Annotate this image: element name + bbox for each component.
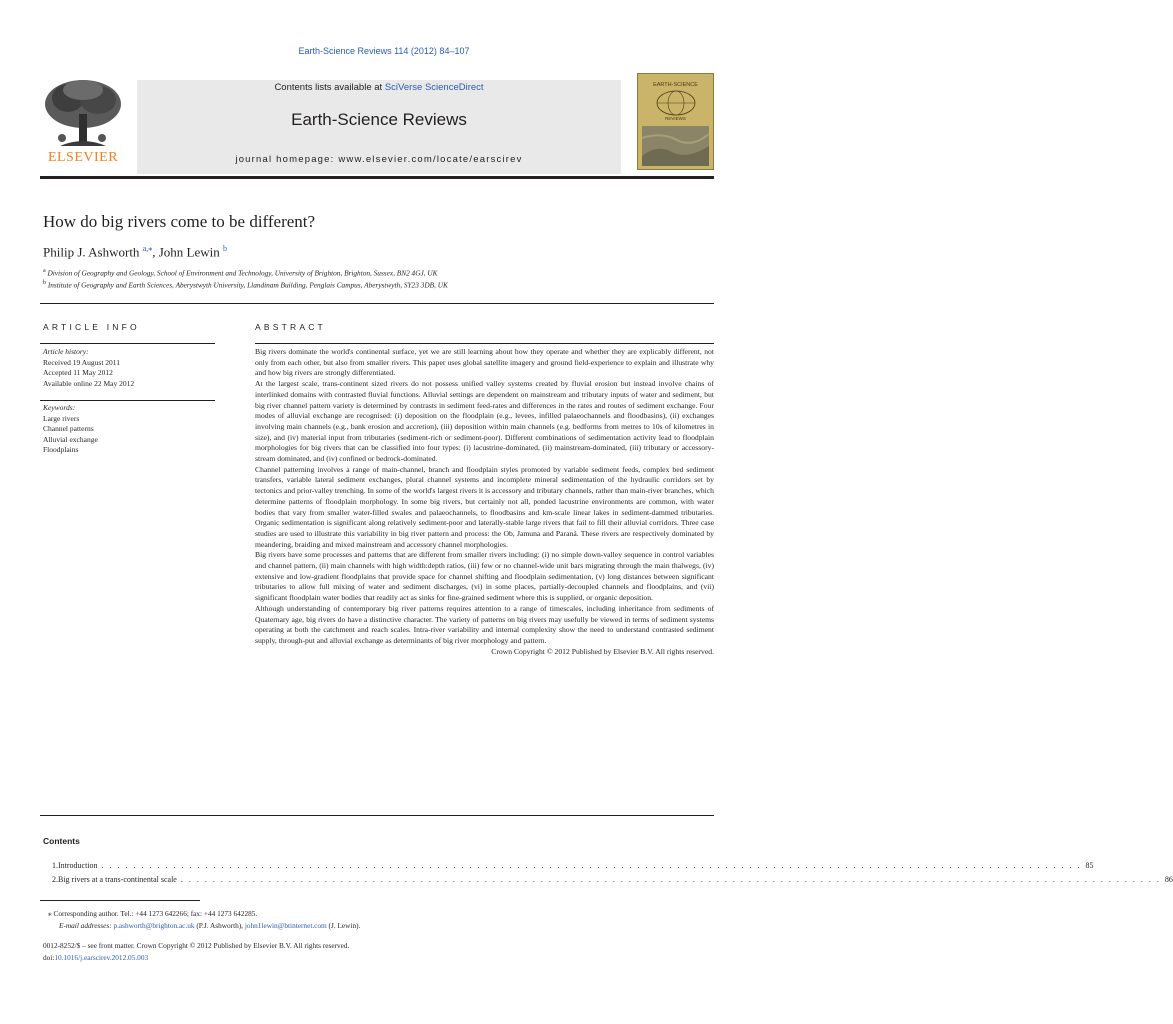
- cover-subtitle: REVIEWS: [665, 116, 686, 121]
- abstract-heading: ABSTRACT: [255, 322, 326, 332]
- contents-rule: [40, 815, 714, 816]
- toc-number: 2.: [52, 875, 58, 884]
- toc-leader-dots: . . . . . . . . . . . . . . . . . . . . . . . . . . . . . . . . . . . . . . . . . . . . . . . . . . . . . . . . . . . . . . . . . . . . . . . . . . . . . . . . . . . . . . . . . . . . . . . . . . . . . . . . . . . . . . . . . . . . . . . . . . .: [180, 875, 1161, 884]
- keyword: Floodplains: [43, 445, 79, 454]
- doi-line: [43, 952, 349, 964]
- article-info-rule: [40, 343, 215, 344]
- article-title: How do big rivers come to be different?: [43, 212, 316, 231]
- journal-reference[interactable]: Earth-Science Reviews 114 (2012) 84–107: [298, 46, 470, 56]
- contents-title: Contents: [43, 836, 80, 846]
- article-history: [43, 347, 134, 389]
- received-date: Received 19 August 2011: [43, 357, 121, 367]
- cover-photo: [642, 126, 709, 166]
- toc-page: 86: [1164, 875, 1173, 884]
- affiliation-a-text: Division of Geography and Geology, School of Environment and Technology, University of Brighton, Brighton, Sussex, BN2 4GJ, UK: [45, 268, 438, 278]
- toc-leader-dots: . . . . . . . . . . . . . . . . . . . . . . . . . . . . . . . . . . . . . . . . . . . . . . . . . . . . . . . . . . . . . . . . . . . . . . . . . . . . . . . . . . . . . . . . . . . . . . . . . . . . . . . . . . . . . . . . . . . . . . . . . . .: [101, 861, 1082, 870]
- email-lewin-link[interactable]: john1lewin@btinternet.com: [244, 920, 327, 930]
- footnote: [48, 908, 360, 931]
- issn-block: [43, 940, 349, 963]
- affiliation-b-marker: b: [43, 280, 46, 286]
- online-date: Available online 22 May 2012: [43, 378, 135, 388]
- journal-name: Earth-Science Reviews: [291, 110, 467, 129]
- toc-entry[interactable]: [52, 875, 1173, 884]
- affiliation-b-text: Institute of Geography and Earth Sciences, Aberystwyth University, Llandinam Building, Penglais Campus, Aberystwyth, SY23 3DB, UK: [46, 280, 448, 290]
- contents-prefix: Contents lists available at: [274, 82, 385, 93]
- keyword: Large rivers: [43, 413, 80, 423]
- history-label: Article history:: [43, 347, 89, 356]
- title-rule: [40, 303, 714, 304]
- abstract-paragraph: Big rivers have some processes and patterns that are different from smaller rivers including: (i) no simple down-valley sequence in control variables and channel pattern, (ii) main channels with high width:depth ratios, (iii) few or no channel-wide unit bars migrating through the main thalwegs, (iv) extensive and low-gradient floodplains that provide space for channel shifting and floodplain sedimentation, (v) long distances between significant tributaries to allow full mixing of water and sediment discharges, (vi) in some places, partially-decoupled channels and floodplains, and (vii) significant floodplain water bodies that readily act as sinks for fine-grained sediment where this is supplied, or organic deposition.: [255, 550, 714, 603]
- abstract-body: [255, 347, 714, 657]
- elsevier-wordmark: ELSEVIER: [47, 150, 119, 165]
- keyword: Channel patterns: [43, 424, 94, 433]
- keywords-block: [43, 403, 98, 456]
- journal-homepage[interactable]: journal homepage: www.elsevier.com/locate/earscirev: [235, 154, 523, 165]
- toc-page: 85: [1085, 861, 1094, 870]
- email-line: [48, 920, 360, 932]
- toc-entry[interactable]: [52, 861, 1094, 870]
- corresponding-author-note: ⁎ Corresponding author. Tel.: +44 1273 642266; fax: +44 1273 642285.: [48, 909, 258, 918]
- contents-available-line: [137, 82, 621, 93]
- abstract-paragraph: At the largest scale, trans-continent sized rivers do not possess unified valley systems created by fluvial erosion but instead involve chains of interlinked domains with contrasted fluvial functions. Alluvial settings are dependent on mainstream and tributary inputs of water and sediment, but big river channel pattern variety is determined by contrasts in sediment feed-rates and differences in the rates and routes of sediment exchange. Four modes of alluvial exchange are recognised: (i) deposition on the floodplain (e.g., levees, infilled palaeochannels and floodbasins), (ii) exchanges involving main channels (e.g., bank erosion and accretion), (iii) deposition within main channels (e.g. bedforms from metres to 10s of kilometres in size), and (iv) material input from tributaries (sediment-rich or sediment-poor). Different combinations of sedimentation activity lead to floodplain morphologies for big rivers that can be classified into four types: (i) lacustrine-dominated, (ii) mainstream-dominated, (iii) tributary or accessory-stream dominated, and (iv) confined or bedrock-dominated.: [255, 379, 714, 464]
- author-separator[interactable]: , John Lewin: [152, 244, 224, 260]
- email-ashworth-link[interactable]: p.ashworth@brighton.ac.uk: [113, 920, 195, 930]
- toc-label[interactable]: Big rivers at a trans-continental scale: [58, 875, 177, 884]
- keywords-label: Keywords:: [43, 403, 76, 412]
- email-lewin-owner: (J. Lewin).: [326, 920, 361, 930]
- toc-label[interactable]: Introduction: [58, 861, 98, 870]
- globe-icon: [655, 90, 697, 116]
- affiliation-a: [43, 268, 438, 277]
- author-ashworth-affil-link[interactable]: a,⁎: [142, 244, 153, 253]
- toc-number: 1.: [52, 861, 58, 870]
- abstract-rule: [255, 343, 714, 344]
- author-ashworth[interactable]: Philip J. Ashworth: [43, 244, 143, 260]
- email-ashworth-owner: (P.J. Ashworth),: [194, 920, 245, 930]
- doi-prefix: doi:: [43, 952, 55, 962]
- sciencedirect-link[interactable]: SciVerse ScienceDirect: [384, 82, 484, 93]
- article-info-heading: ARTICLE INFO: [43, 322, 140, 332]
- accepted-date: Accepted 11 May 2012: [43, 368, 113, 377]
- front-matter-line: 0012-8252/$ – see front matter. Crown Copyright © 2012 Published by Elsevier B.V. All rights reserved.: [43, 941, 350, 950]
- abstract-paragraph: Although understanding of contemporary big river patterns requires attention to a range of timescales, including inheritance from sediments of Quaternary age, big rivers do have a distinctive character. The variety of patterns on big rivers may usefully be viewed in terms of sediment systems operating at both the catchment and reach scales. Intra-river variability and internal complexity show the need to understand contrasted sediment supply, through-put and alluvial exchange as determinants of big river morphology and pattern.: [255, 603, 714, 645]
- abstract-copyright: Crown Copyright © 2012 Published by Elsevier B.V. All rights reserved.: [491, 646, 714, 656]
- keywords-rule: [40, 400, 215, 401]
- doi-link[interactable]: 10.1016/j.earscirev.2012.05.003: [54, 952, 149, 962]
- affiliation-b: [43, 280, 448, 289]
- abstract-paragraph: Channel patterning involves a range of main-channel, branch and floodplain styles promoted by variable sediment feeds, complex bed sediment transfers, variable lateral sediment exchanges, plural channel systems and incomplete mineral sedimentation of the hydraulic corridors set by tectonics and prior-valley trenching. In some of the world's largest rivers it is accessory and tributary channels, rather than main-river branches, which determine patterns of floodplain morphology. In some big rivers, but certainly not all, ponded lacustrine environments are common, with water bodies that vary from smaller water-filled swales and palaeochannels, to floodbasins and km-scale linear lakes in sediment-dammed tributaries. Organic sedimentation is significant along relatively sediment-poor and laterally-stable large rivers that fail to fill their alluvial corridors. Three case studies are used to illustrate this variability in big river pattern and process: the Ob, Jamuna and Paraná. These rivers are respectively dominated by meandering, braiding and mixed mainstream and accessory channel morphologies.: [255, 464, 714, 549]
- footnote-rule: [40, 900, 200, 901]
- header-rule: [40, 176, 714, 179]
- affiliation-a-marker: a: [43, 268, 46, 274]
- abstract-paragraph: Big rivers dominate the world's continental surface, yet we are still learning about how they operate and whether they are explicably different, not only from each other, but also from smaller rivers. This paper uses global satellite imagery and ground field-experience to explain and illustrate why and how big rivers are strongly differentiated.: [255, 347, 714, 378]
- email-label: E-mail addresses:: [59, 920, 114, 930]
- journal-cover-image: [637, 73, 714, 170]
- author-list: [43, 244, 227, 260]
- cover-title: EARTH-SCIENCE: [653, 82, 698, 88]
- author-lewin-affil-link[interactable]: b: [223, 244, 228, 253]
- keyword: Alluvial exchange: [43, 434, 98, 444]
